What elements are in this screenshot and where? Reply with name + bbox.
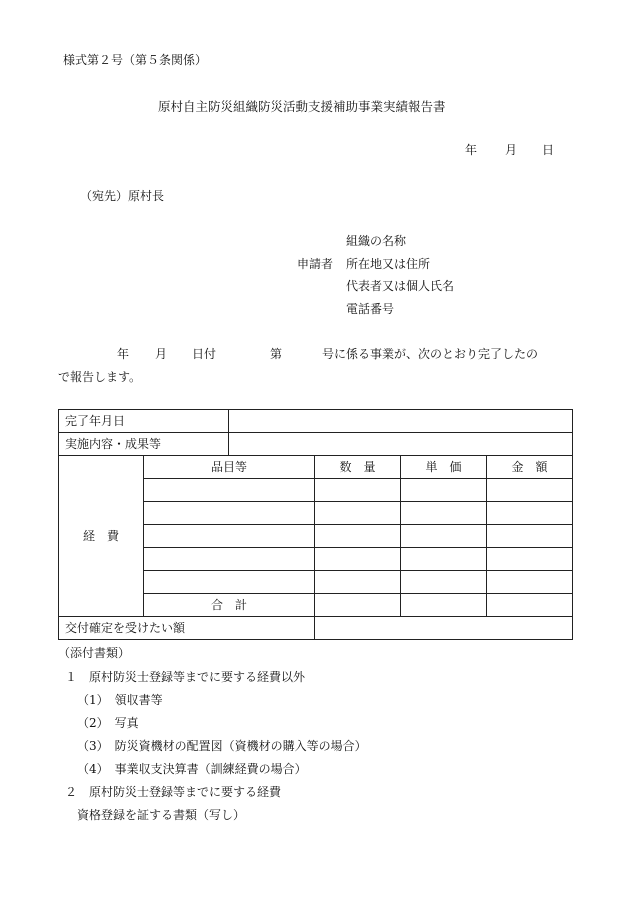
body-line2: で報告します。: [58, 370, 142, 384]
amount-cell[interactable]: [487, 525, 573, 548]
amount-cell[interactable]: [487, 479, 573, 502]
field-org-name: 組織の名称: [346, 234, 407, 248]
amount-cell[interactable]: [487, 502, 573, 525]
unit-price-cell[interactable]: [401, 548, 487, 571]
completion-date-label: 完了年月日: [59, 410, 229, 433]
item-cell[interactable]: [144, 502, 315, 525]
content-label: 実施内容・成果等: [59, 433, 229, 456]
attachments-heading: （添付書類）: [58, 646, 131, 660]
amount-cell[interactable]: [487, 571, 573, 594]
total-label: 合 計: [144, 594, 315, 617]
unit-price-cell[interactable]: [401, 502, 487, 525]
content-row: [59, 433, 573, 456]
unit-price-cell[interactable]: [401, 525, 487, 548]
item-cell[interactable]: [144, 548, 315, 571]
quantity-cell[interactable]: [315, 502, 401, 525]
body-year: 年: [117, 347, 130, 361]
attachment-item-receipts: （1） 領収書等: [77, 693, 163, 707]
attachment-item-certificate: 資格登録を証する書類（写し）: [77, 808, 246, 822]
quantity-cell[interactable]: [315, 548, 401, 571]
col-header-item: 品目等: [144, 456, 315, 479]
completion-date-field[interactable]: [229, 410, 573, 433]
item-cell[interactable]: [144, 479, 315, 502]
unit-price-cell[interactable]: [401, 479, 487, 502]
attachments-section-1: １ 原村防災士登録等までに要する経費以外: [65, 670, 306, 684]
col-header-quantity: 数 量: [315, 456, 401, 479]
document-title: 原村自主防災組織防災活動支援補助事業実績報告書: [158, 99, 446, 114]
col-header-amount: 金 額: [487, 456, 573, 479]
total-quantity-cell[interactable]: [315, 594, 401, 617]
body-dai: 第: [270, 347, 283, 361]
completion-date-row: [59, 410, 573, 433]
field-address: 所在地又は住所: [346, 257, 431, 271]
item-cell[interactable]: [144, 525, 315, 548]
body-month: 月: [155, 347, 168, 361]
date-day: 日: [542, 143, 555, 157]
quantity-cell[interactable]: [315, 525, 401, 548]
item-cell[interactable]: [144, 571, 315, 594]
grant-row: [59, 617, 573, 640]
applicant-label: 申請者: [297, 257, 334, 271]
total-amount-cell[interactable]: [487, 594, 573, 617]
body-day: 日付: [192, 347, 217, 361]
expense-label: 経 費: [59, 456, 144, 617]
attachment-item-photos: （2） 写真: [77, 716, 139, 730]
attachments-section-2: ２ 原村防災士登録等までに要する経費: [65, 785, 282, 799]
attachment-item-settlement: （4） 事業収支決算書（訓練経費の場合）: [77, 762, 307, 776]
date-year: 年: [465, 143, 478, 157]
total-unit-price-cell[interactable]: [401, 594, 487, 617]
grant-field[interactable]: [315, 617, 573, 640]
report-table: [58, 409, 573, 640]
col-header-unit-price: 単 価: [401, 456, 487, 479]
field-representative: 代表者又は個人氏名: [346, 279, 455, 293]
unit-price-cell[interactable]: [401, 571, 487, 594]
amount-cell[interactable]: [487, 548, 573, 571]
grant-label: 交付確定を受けたい額: [59, 617, 315, 640]
field-phone: 電話番号: [346, 302, 395, 316]
quantity-cell[interactable]: [315, 571, 401, 594]
attachment-item-layout: （3） 防災資機材の配置図（資機材の購入等の場合）: [77, 739, 367, 753]
expense-header-row: [59, 456, 573, 479]
content-field[interactable]: [229, 433, 573, 456]
quantity-cell[interactable]: [315, 479, 401, 502]
addressee: （宛先）原村長: [80, 189, 165, 203]
date-month: 月: [505, 143, 518, 157]
body-rest: 号に係る事業が、次のとおり完了したの: [322, 347, 539, 361]
form-number: 様式第２号（第５条関係）: [63, 53, 208, 67]
